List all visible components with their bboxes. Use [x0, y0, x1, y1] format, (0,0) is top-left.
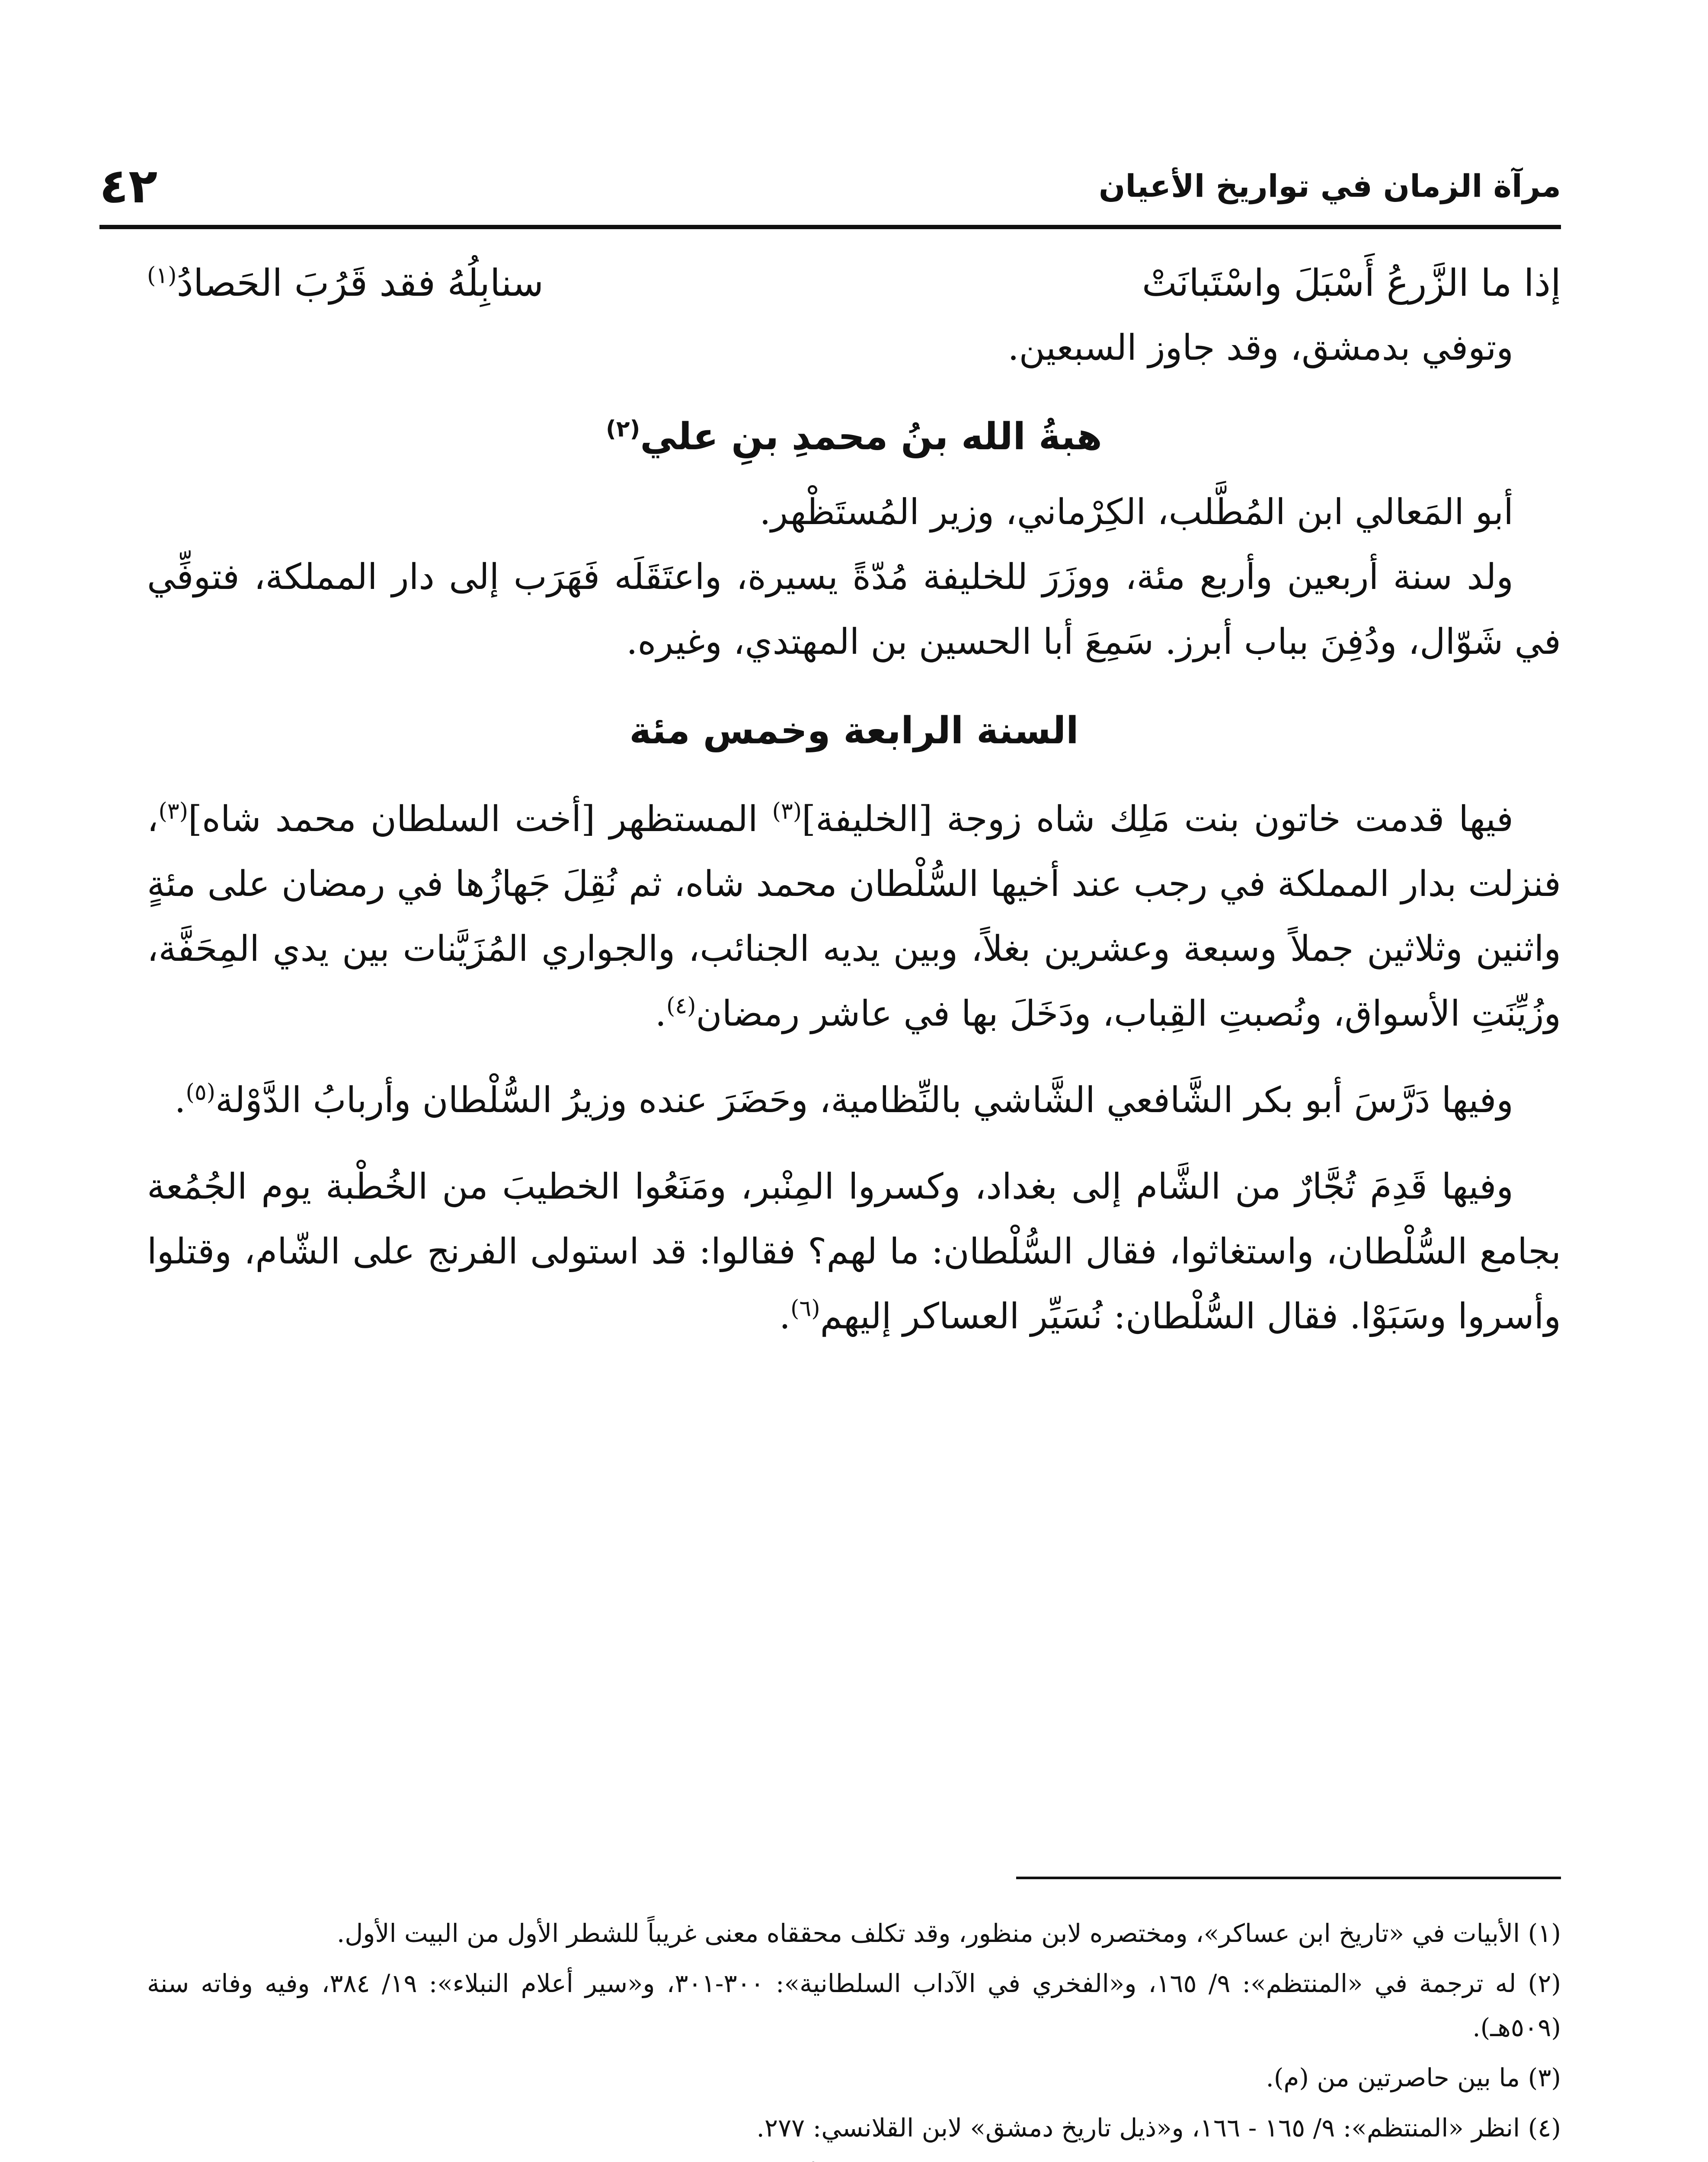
- paragraph-biography: ولد سنة أربعين وأربع مئة، ووزَرَ للخليفة مُدّةً يسيرة، واعتَقَلَه فَهَرَب إلى دار المملكة، فتوفِّي في شَوّال، ودُفِنَ بباب أبرز. سَمِعَ أبا الحسين بن المهتدي، وغيره.: [147, 556, 1561, 662]
- paragraph-shashi: وفيها دَرَّسَ أبو بكر الشَّافعي الشَّاشي بالنِّظامية، وحَضَرَ عنده وزيرُ السُّلْطان وأربابُ الدَّوْلة$^{(٥)}$.: [174, 1079, 1513, 1121]
- paragraph-death: وتوفي بدمشق، وقد جاوز السبعين.: [1008, 327, 1513, 368]
- footnote-rule: [1016, 1877, 1561, 1879]
- paragraph-kunya: أبو المَعالي ابن المُطَّلب، الكِرْماني، وزير المُستَظْهر.: [759, 492, 1513, 533]
- verse-second-hemistich: [147, 251, 544, 316]
- footnote-1: (١) الأبيات في «تاريخ ابن عساكر»، ومختصره لابن منظور، وقد تكلف محققاه معنى غريباً للشطر الأول من البيت الأول.: [336, 1919, 1561, 1948]
- footnote-ref-4: (٤): [666, 993, 696, 1019]
- footnote-ref-5: (٥): [186, 1079, 216, 1106]
- header-rule: [99, 225, 1561, 229]
- main-text: [147, 251, 1561, 1349]
- biography-heading: [147, 393, 1561, 480]
- paragraph-merchants: وفيها قَدِمَ تُجَّارٌ من الشَّام إلى بغداد، وكسروا المِنْبر، ومَنَعُوا الخطيبَ من الخُطْبة يوم الجُمُعة بجامع السُّلْطان، واستغاثوا، فقال السُّلْطان: ما لهم؟ فقالوا: قد استولى الفرنج على الشّام، وقتلوا وأسروا وسَبَوْا. فقال السُّلْطان: نُسَيِّر العساكر إليهم$^{(٦)}$.: [147, 1166, 1561, 1337]
- footnote-ref-3b: (٣): [158, 798, 188, 825]
- biography-heading-text: هبةُ الله بنُ محمدِ بنِ علي: [640, 415, 1102, 458]
- footnote-ref-2: (٢): [606, 416, 640, 442]
- running-header: [99, 143, 1561, 229]
- book-title: مرآة الزمان في تواريخ الأعيان: [1099, 168, 1561, 204]
- paragraph-khatun: فيها قدمت خاتون بنت مَلِك شاه زوجة [الخليفة]$^{(٣)}$ المستظهر [أخت السلطان محمد شاه]$^{(٣)}$، فنزلت بدار المملكة في رجب عند أخيها السُّلْطان محمد شاه، ثم نُقِلَ جَهازُها في رمضان على مئةٍ واثنين وثلاثين جملاً وسبعة وعشرين بغلاً، وبين يديه الجنائب، والجواري المُزَيَّنات بين يدي المِحَفَّة، وزُيِّنَتِ الأسواق، ونُصبتِ القِباب، ودَخَلَ بها في عاشر رمضان$^{(٤)}$.: [147, 798, 1561, 1034]
- footnote-3: (٣) ما بين حاصرتين من (م).: [1266, 2063, 1561, 2092]
- footnote-4: (٤) انظر «المنتظم»: ٩/ ١٦٥ - ١٦٦، و«ذيل تاريخ دمشق» لابن القلانسي: ٢٧٧.: [756, 2113, 1561, 2143]
- footnotes: [147, 1911, 1561, 2162]
- footnote-ref-6: (٦): [790, 1295, 820, 1322]
- page-number: ٤٢: [99, 158, 158, 214]
- footnote-2: (٢) له ترجمة في «المنتظم»: ٩/ ١٦٥، و«الفخري في الآداب السلطانية»: ٣٠٠-٣٠١، و«سير أعلام النبلاء»: ١٩/ ٣٨٤، وفيه وفاته سنة (٥٠٩هـ).: [147, 1969, 1561, 2042]
- footnote-ref-1: (١): [147, 262, 177, 289]
- year-heading: السنة الرابعة وخمس مئة: [629, 709, 1079, 752]
- verse-first-hemistich: إذا ما الزَّرعُ أَسْبَلَ واسْتَبانَتْ: [1142, 262, 1561, 305]
- footnote-ref-3a: (٣): [772, 798, 802, 825]
- poem-verse: [147, 251, 1561, 316]
- footnote-5: [147, 2156, 1561, 2162]
- verse-second-text: سنابِلُهُ فقد قَرُبَ الحَصادُ: [176, 262, 544, 305]
